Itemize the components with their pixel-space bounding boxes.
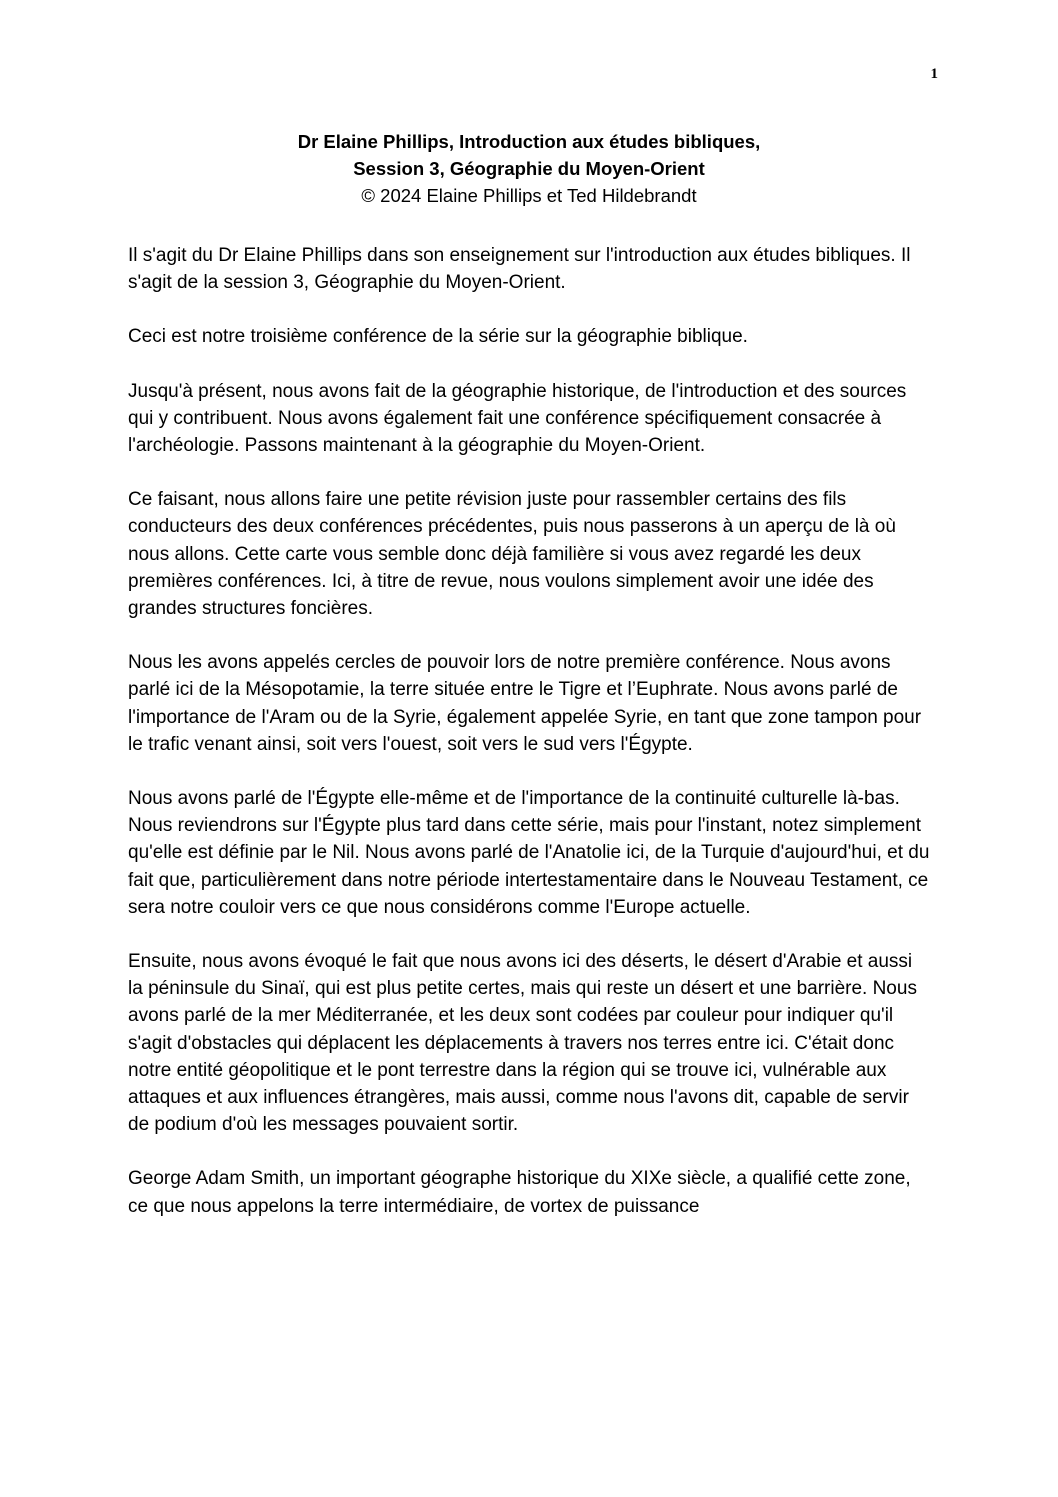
paragraph: Il s'agit du Dr Elaine Phillips dans son enseignement sur l'introduction aux études bibliques. Il s'agit de la session 3, Géographie du Moyen-Orient. <box>128 245 911 294</box>
page-number: 1 <box>930 66 938 82</box>
title-line-2: Session 3, Géographie du Moyen-Orient <box>353 158 705 179</box>
copyright-line: © 2024 Elaine Phillips et Ted Hildebrandt <box>361 185 697 206</box>
paragraph: Ce faisant, nous allons faire une petite révision juste pour rassembler certains des fils conducteurs des deux conférences précédentes, puis nous passerons à un aperçu de là où nous allons. Cette carte vous semble donc déjà familière si vous avez regardé les deux premières conférences. Ici, à titre de revue, nous voulons simplement avoir une idée des grandes structures foncières. <box>128 489 896 620</box>
paragraph: Ceci est notre troisième conférence de la série sur la géographie biblique. <box>128 326 748 348</box>
paragraph: Nous les avons appelés cercles de pouvoir lors de notre première conférence. Nous avons parlé ici de la Mésopotamie, la terre située entre le Tigre et l’Euphrate. Nous avons parlé de l'importance de l'Aram ou de la Syrie, également appelée Syrie, en tant que zone tampon pour le trafic venant ainsi, soit vers l'ouest, soit vers le sud vers l'Égypte. <box>128 652 922 755</box>
document-body <box>128 242 930 1247</box>
paragraph: Nous avons parlé de l'Égypte elle-même et de l'importance de la continuité culturelle là-bas. Nous reviendrons sur l'Égypte plus tard dans cette série, mais pour l'instant, notez simplement qu'elle est définie par le Nil. Nous avons parlé de l'Anatolie ici, de la Turquie d'aujourd'hui, et du fait que, particulièrement dans notre période intertestamentaire dans le Nouveau Testament, ce sera notre couloir vers ce que nous considérons comme l'Europe actuelle. <box>128 788 930 918</box>
paragraph: Jusqu'à présent, nous avons fait de la géographie historique, de l'introduction et des sources qui y contribuent. Nous avons également fait une conférence spécifiquement consacrée à l'archéologie. Passons maintenant à la géographie du Moyen-Orient. <box>128 380 907 457</box>
title-line-1: Dr Elaine Phillips, Introduction aux études bibliques, <box>297 131 761 152</box>
paragraph: Ensuite, nous avons évoqué le fait que nous avons ici des déserts, le désert d'Arabie et aussi la péninsule du Sinaï, qui est plus petite certes, mais qui reste un désert et une barrière. Nous avons parlé de la mer Méditerranée, et les deux sont codées par couleur pour indiquer qu'il s'agit d'obstacles qui déplacent les déplacements à travers nos terres entre ici. C'était donc notre entité géopolitique et le pont terrestre dans la région qui se trouve ici, vulnérable aux attaques et aux influences étrangères, mais aussi, comme nous l'avons dit, capable de servir de podium d'où les messages pouvaient sortir. <box>128 951 917 1136</box>
paragraph: George Adam Smith, un important géographe historique du XIXe siècle, a qualifié cette zone, ce que nous appelons la terre intermédiaire, de vortex de puissance <box>128 1168 911 1217</box>
document-header <box>128 128 930 209</box>
